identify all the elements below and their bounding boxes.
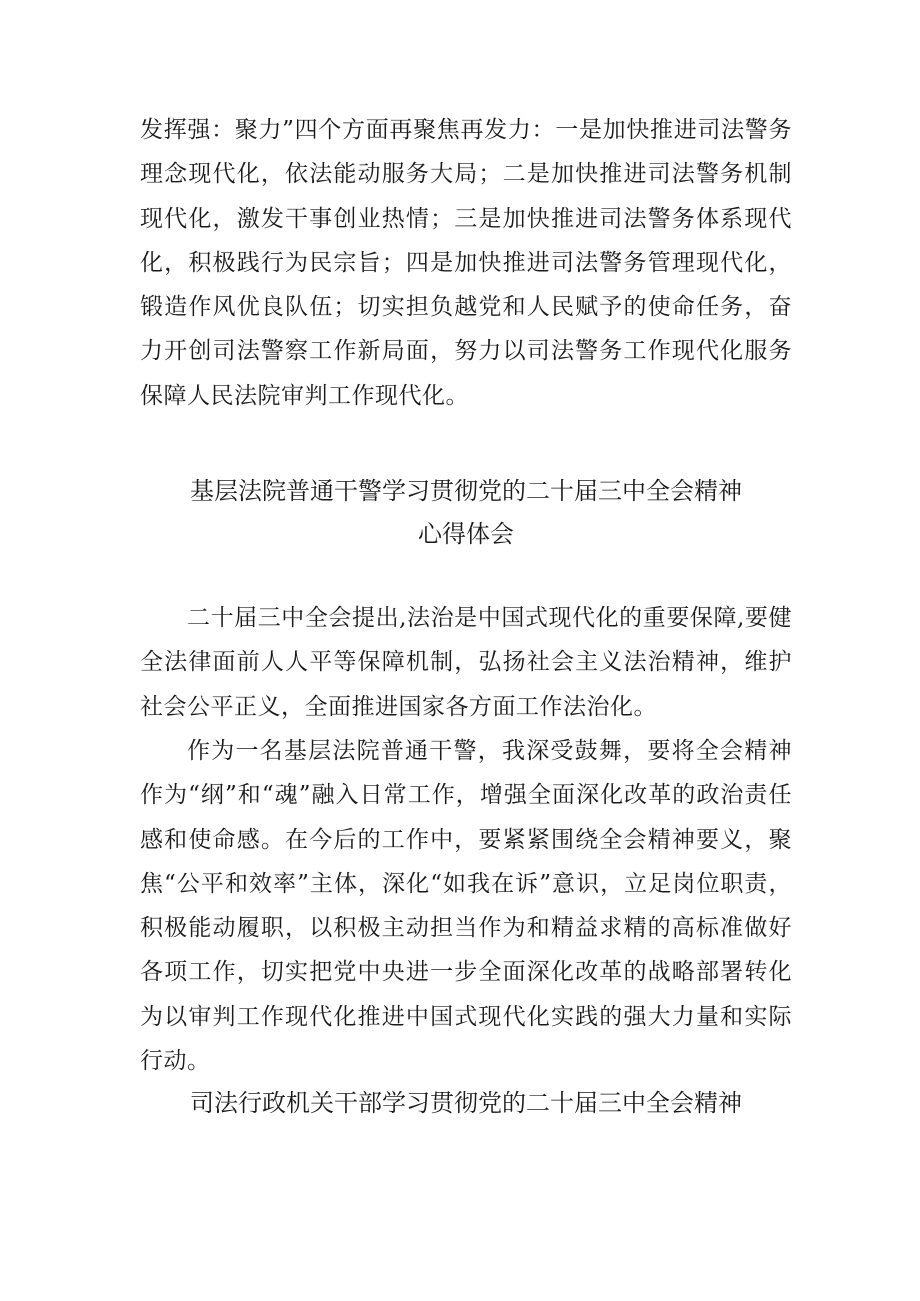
section1-paragraph-1: 二十届三中全会提出,法治是中国式现代化的重要保障,要健全法律面前人人平等保障机制，弘扬社会主义法治精神，维护社会公平正义，全面推进国家各方面工作法治化。 bbox=[140, 605, 792, 720]
section-title-judicial-admin bbox=[140, 1082, 792, 1125]
section-title-line-2: 心得体会 bbox=[418, 520, 514, 548]
section-title-court-officer bbox=[140, 470, 792, 556]
section-title-line-1: 司法行政机关干部学习贯彻党的二十届三中全会精神 bbox=[190, 1089, 742, 1117]
continuation-paragraph: 发挥强：聚力”四个方面再聚焦再发力：一是加快推进司法警务理念现代化，依法能动服务大局；二是加快推进司法警务机制现代化，激发干事创业热情；三是加快推进司法警务体系现代化，积极践行为民宗旨；四是加快推进司法警务管理现代化，锻造作风优良队伍；切实担负越党和人民赋予的使命任务，奋力开创司法警察工作新局面，努力以司法警务工作现代化服务保障人民法院审判工作现代化。 bbox=[140, 117, 792, 409]
section-title-line-1: 基层法院普通干警学习贯彻党的二十届三中全会精神 bbox=[190, 477, 742, 505]
section1-paragraph-2: 作为一名基层法院普通干警，我深受鼓舞，要将全会精神作为“纲”和“魂”融入日常工作，增强全面深化改革的政治责任感和使命感。在今后的工作中，要紧紧围绕全会精神要义，聚焦“公平和效率”主体，深化“如我在诉”意识，立足岗位职责，积极能动履职，以积极主动担当作为和精益求精的高标准做好各项工作，切实把党中央进一步全面深化改革的战略部署转化为以审判工作现代化推进中国式现代化实践的强大力量和实际行动。 bbox=[140, 738, 792, 1075]
